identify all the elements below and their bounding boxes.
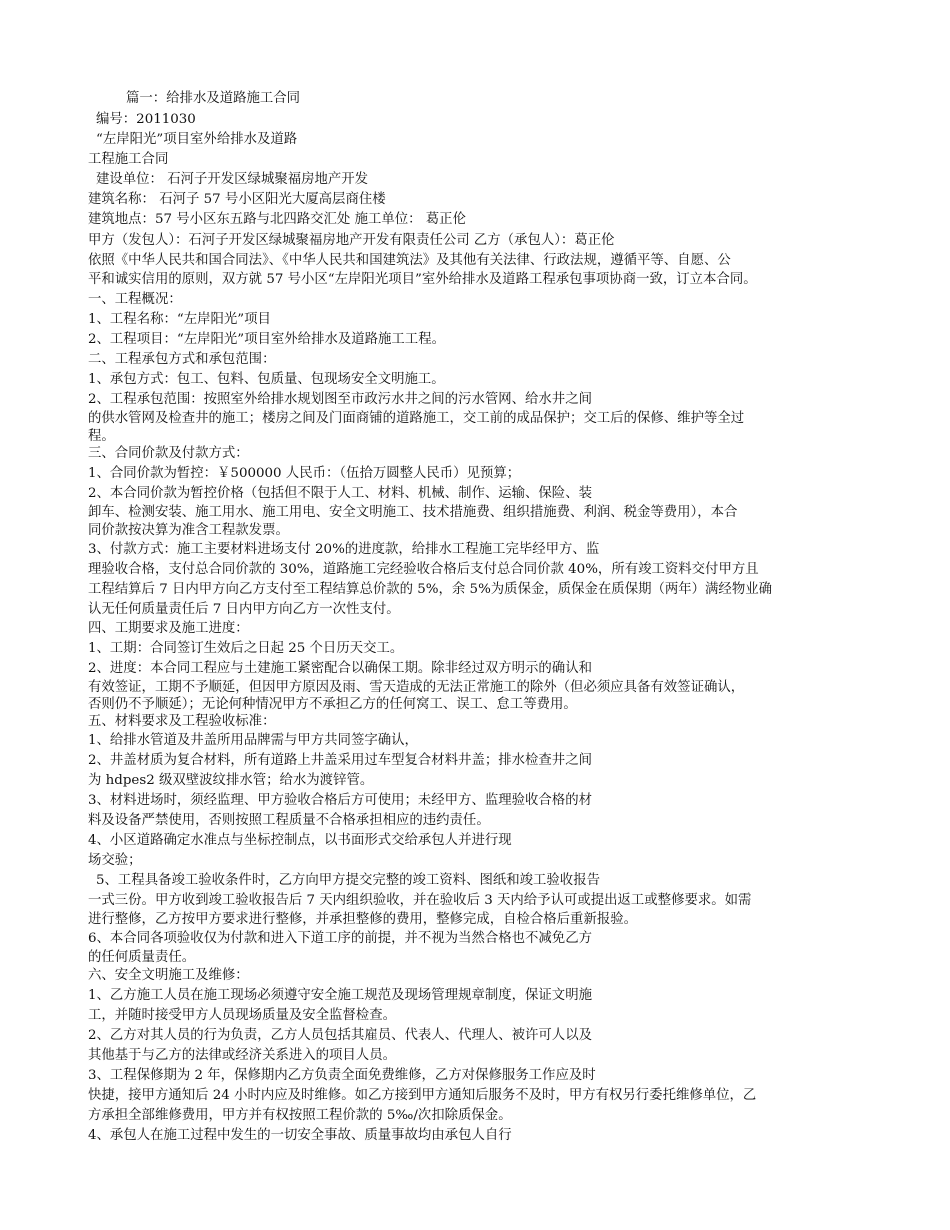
section-heading-1: 一、工程概况： xyxy=(88,292,182,307)
body-line: 场交验； xyxy=(88,853,142,868)
body-line: 1、合同价款为暂控：￥500000 人民币：（伍拾万圆整人民币）见预算； xyxy=(88,466,521,481)
body-line: 3、材料进场时，须经监理、甲方验收合格后方可使用；未经甲方、监理验收合格的材 xyxy=(88,793,592,808)
building-name: 建筑名称： 石河子 57 号小区阳光大厦高层商住楼 xyxy=(88,192,386,207)
construction-unit: 建设单位： 石河子开发区绿城聚福房地产开发 xyxy=(96,172,369,187)
body-line: 程。 xyxy=(88,429,115,444)
body-line: 工，并随时接受甲方人员现场质量及安全监督检查。 xyxy=(88,1008,396,1023)
contract-number: 编号：2011030 xyxy=(96,112,196,127)
body-line: 依照《中华人民共和国合同法》、《中华人民共和国建筑法》及其他有关法律、行政法规，遵循平等、自愿、公 xyxy=(88,253,731,268)
body-line: 1、承包方式：包工、包料、包质量、包现场安全文明施工。 xyxy=(88,372,445,387)
body-line: 快捷，接甲方通知后 24 小时内应及时维修。如乙方接到甲方通知后服务不及时，甲方有权另行委托维修单位，乙 xyxy=(88,1088,757,1103)
section-heading-4: 四、工期要求及施工进度： xyxy=(88,621,249,636)
body-line: 3、工程保修期为 2 年，保修期内乙方负责全面免费维修，乙方对保修服务工作应及时 xyxy=(88,1068,596,1083)
body-line: 2、乙方对其人员的行为负责，乙方人员包括其雇员、代表人、代理人、被许可人以及 xyxy=(88,1028,592,1043)
body-line: 的供水管网及检查井的施工；楼房之间及门面商铺的道路施工，交工前的成品保护；交工后的保修、维护等全过 xyxy=(88,411,745,426)
body-line: 1、工期：合同签订生效后之日起 25 个日历天交工。 xyxy=(88,641,404,656)
body-line: 一式三份。甲方收到竣工验收报告后 7 天内组织验收，并在验收后 3 天内给予认可或提出返工或整修要求。如需 xyxy=(88,893,752,908)
body-line: 有效签证，工期不予顺延，但因甲方原因及雨、雪天造成的无法正常施工的除外（但必须应具备有效签证确认， xyxy=(88,680,745,695)
body-line: 3、付款方式：施工主要材料进场支付 20%的进度款，给排水工程施工完毕经甲方、监 xyxy=(88,542,600,557)
body-line: 工程结算后 7 日内甲方向乙方支付至工程结算总价款的 5%，余 5%为质保金，质保金在质保期（两年）满经物业确 xyxy=(88,582,772,597)
section-heading-2: 二、工程承包方式和承包范围： xyxy=(88,352,276,367)
section-heading-5: 五、材料要求及工程验收标准： xyxy=(88,714,276,729)
body-line: 4、小区道路确定水准点与坐标控制点，以书面形式交给承包人并进行现 xyxy=(88,833,512,848)
body-line: 2、工程承包范围：按照室外给排水规划图至市政污水井之间的污水管网、给水井之间 xyxy=(88,392,592,407)
contract-heading-1: “左岸阳光”项目室外给排水及道路 xyxy=(96,132,298,147)
body-line: 2、进度：本合同工程应与土建施工紧密配合以确保工期。除非经过双方明示的确认和 xyxy=(88,661,592,676)
body-line: 方承担全部维修费用，甲方并有权按照工程价款的 5‰/次扣除质保金。 xyxy=(88,1108,512,1123)
body-line: 1、工程名称：“左岸阳光”项目 xyxy=(88,312,271,327)
building-location: 建筑地点：57 号小区东五路与北四路交汇处 施工单位： 葛正伦 xyxy=(88,212,466,227)
body-line: 料及设备严禁使用，否则按照工程质量不合格承担相应的违约责任。 xyxy=(88,813,490,828)
contract-heading-2: 工程施工合同 xyxy=(88,152,169,167)
section-heading-6: 六、安全文明施工及维修： xyxy=(88,968,249,983)
body-line: 否则仍不予顺延）；无论何种情况甲方不承担乙方的任何窝工、误工、怠工等费用。 xyxy=(88,697,577,712)
body-line: 同价款按决算为准含工程款发票。 xyxy=(88,523,289,538)
body-line: 为 hdpes2 级双壁波纹排水管；给水为渡锌管。 xyxy=(88,773,374,788)
body-line: 平和诚实信用的原则，双方就 57 号小区“左岸阳光项目”室外给排水及道路工程承包事项协商一致，订立本合同。 xyxy=(88,272,757,287)
body-line: 2、工程项目：“左岸阳光”项目室外给排水及道路施工工程。 xyxy=(88,332,445,347)
body-line: 认无任何质量责任后 7 日内甲方向乙方一次性支付。 xyxy=(88,602,400,617)
section-heading-3: 三、合同价款及付款方式： xyxy=(88,446,249,461)
document-title: 篇一：给排水及道路施工合同 xyxy=(126,91,301,106)
body-line: 进行整修，乙方按甲方要求进行整修，并承担整修的费用，整修完成，自检合格后重新报验。 xyxy=(88,912,638,927)
body-line: 2、井盖材质为复合材料，所有道路上井盖采用过车型复合材料井盖；排水检查井之间 xyxy=(88,753,592,768)
body-line: 1、给排水管道及井盖所用品牌需与甲方共同签字确认， xyxy=(88,733,418,748)
body-line: 卸车、检测安装、施工用水、施工用电、安全文明施工、技术措施费、组织措施费、利润、税金等费用），本合 xyxy=(88,505,738,520)
parties-line: 甲方（发包人）：石河子开发区绿城聚福房地产开发有限责任公司 乙方（承包人）：葛正伦 xyxy=(88,233,615,248)
body-line: 5、工程具备竣工验收条件时，乙方向甲方提交完整的竣工资料、图纸和竣工验收报告 xyxy=(96,873,600,888)
body-line: 6、本合同各项验收仅为付款和进入下道工序的前提，并不视为当然合格也不减免乙方 xyxy=(88,931,592,946)
body-line: 1、乙方施工人员在施工现场必须遵守安全施工规范及现场管理规章制度，保证文明施 xyxy=(88,988,592,1003)
body-line: 理验收合格，支付总合同价款的 30%，道路施工完经验收合格后支付总合同价款 40%，所有竣工资料交付甲方且 xyxy=(88,562,759,577)
body-line: 4、承包人在施工过程中发生的一切安全事故、质量事故均由承包人自行 xyxy=(88,1128,512,1143)
body-line: 其他基于与乙方的法律或经济关系进入的项目人员。 xyxy=(88,1048,396,1063)
body-line: 的任何质量责任。 xyxy=(88,950,196,965)
body-line: 2、本合同价款为暂控价格（包括但不限于人工、材料、机械、制作、运输、保险、装 xyxy=(88,486,592,501)
